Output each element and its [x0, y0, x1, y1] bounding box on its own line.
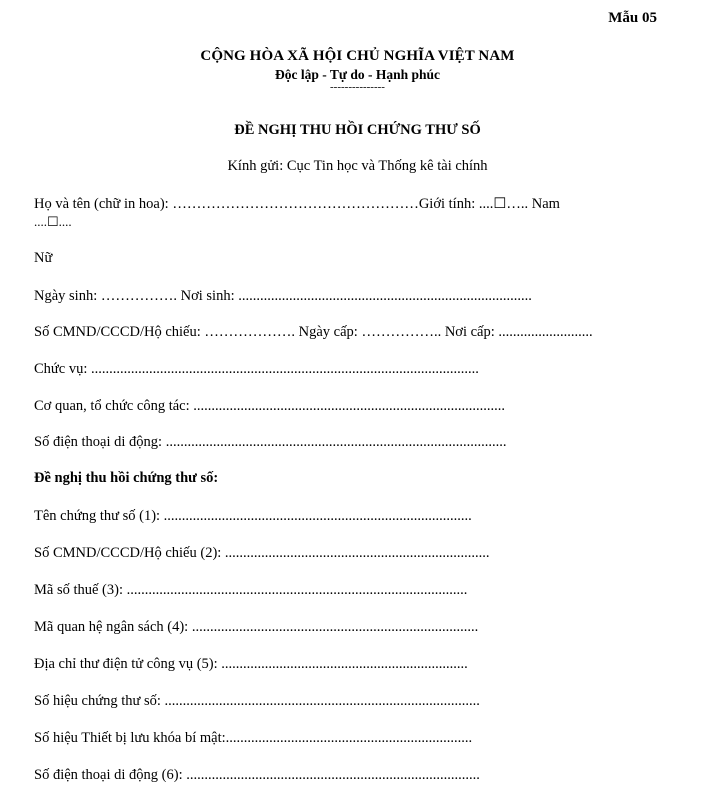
- national-header: [0, 48, 715, 91]
- cert-serial-field: Số hiệu chứng thư số: .......................................................................................: [34, 693, 480, 709]
- position-field: Chức vụ: ...........................................................................................................: [34, 361, 479, 377]
- device-serial-field: Số hiệu Thiết bị lưu khóa bí mật:....................................................................: [34, 730, 473, 746]
- country-name: CỘNG HÒA XÃ HỘI CHỦ NGHĨA VIỆT NAM: [200, 48, 515, 64]
- agency-field: Cơ quan, tổ chức công tác: ......................................................................................: [34, 398, 506, 414]
- cert-mobile-phone-field: Số điện thoại di động (6): .................................................................................: [34, 767, 480, 783]
- gender-female-label: Nữ: [34, 250, 53, 266]
- official-email-field: Địa chỉ thư điện tử công vụ (5): ....................................................................: [34, 656, 468, 672]
- gender-continuation: ....☐....: [34, 214, 72, 229]
- cert-name-field: Tên chứng thư số (1): .....................................................................................: [34, 508, 472, 524]
- document-title: ĐỀ NGHỊ THU HỒI CHỨNG THƯ SỐ: [234, 122, 481, 138]
- recipient-line: Kính gửi: Cục Tin học và Thống kê tài chính: [227, 158, 488, 174]
- national-motto: Độc lập - Tự do - Hạnh phúc: [274, 67, 441, 82]
- mobile-phone-field: Số điện thoại di động: ..............................................................................................: [34, 434, 507, 450]
- cert-id-document-field: Số CMND/CCCD/Hộ chiếu (2): .........................................................................: [34, 545, 490, 561]
- revoke-heading: Đề nghị thu hồi chứng thư số:: [34, 470, 219, 486]
- birth-field: Ngày sinh: ……………. Nơi sinh: .................................................................................: [34, 288, 532, 304]
- form-code: Mẫu 05: [608, 10, 657, 26]
- tax-code-field: Mã số thuế (3): ..............................................................................................: [34, 582, 468, 598]
- full-name-field: Họ và tên (chữ in hoa): ……………………………………………Giới tính: ....☐….. Nam: [34, 196, 560, 212]
- id-document-field: Số CMND/CCCD/Hộ chiếu: ………………. Ngày cấp: …………….. Nơi cấp: ..........................: [34, 324, 593, 340]
- budget-code-field: Mã quan hệ ngân sách (4): ...............................................................................: [34, 619, 479, 635]
- motto-underline: ---------------: [330, 81, 385, 93]
